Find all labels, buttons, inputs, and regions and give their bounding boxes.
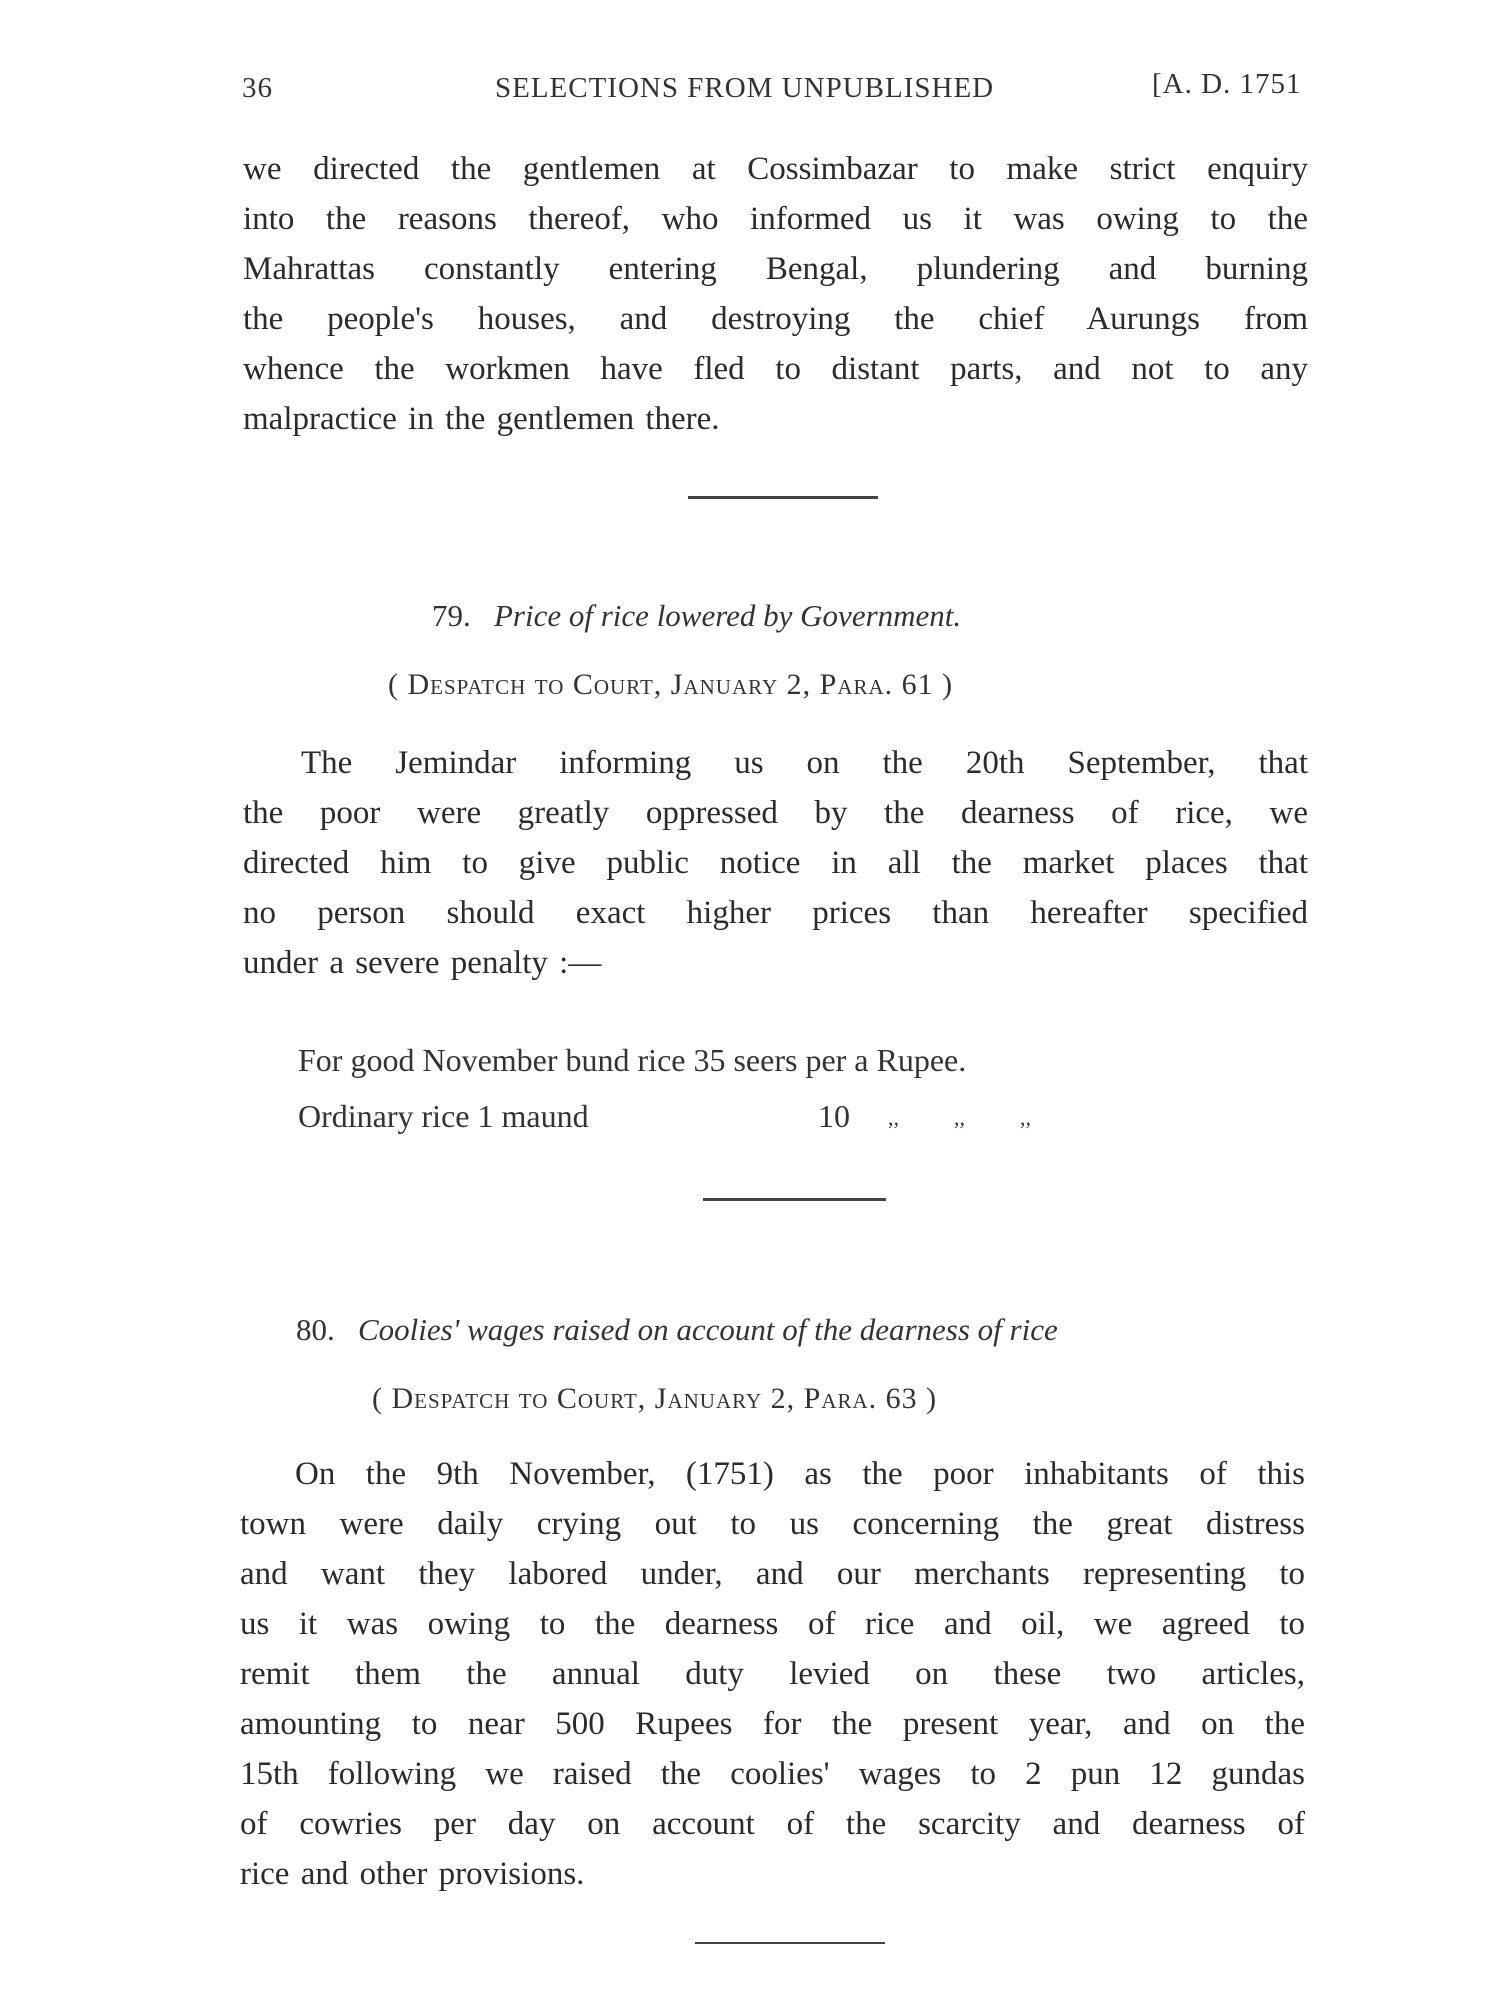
text-line: into the reasons thereof, who informed us it was owing to the — [243, 201, 1308, 237]
text-line: remit them the annual duty levied on these two articles, — [240, 1656, 1305, 1692]
page-number: 36 — [242, 72, 273, 104]
section-79-title — [432, 598, 961, 634]
text-line: and want they labored under, and our merchants representing to — [240, 1556, 1305, 1592]
text-line: 15th following we raised the coolies' wages to 2 pun 12 gundas — [240, 1756, 1305, 1792]
text-line: rice and other provisions. — [240, 1856, 585, 1892]
text-line: whence the workmen have fled to distant parts, and not to any — [243, 351, 1308, 387]
text-line: us it was owing to the dearness of rice and oil, we agreed to — [240, 1606, 1305, 1642]
section-79-paragraph — [243, 738, 1308, 988]
price-row — [298, 1042, 966, 1079]
text-line: Mahrattas constantly entering Bengal, plundering and burning — [243, 251, 1308, 287]
text-line: we directed the gentlemen at Cossimbazar to make strict enquiry — [243, 151, 1308, 187]
intro-paragraph — [243, 144, 1308, 444]
text-line: The Jemindar informing us on the 20th September, that — [301, 745, 1308, 781]
section-80-source: ( Despatch to Court, January 2, Para. 63 ) — [372, 1382, 938, 1415]
running-title: SELECTIONS FROM UNPUBLISHED — [495, 72, 995, 104]
text-line: the poor were greatly oppressed by the dearness of rice, we — [243, 795, 1308, 831]
text-line: under a severe penalty :— — [243, 945, 602, 981]
year-reference: [A. D. 1751 — [1152, 68, 1302, 100]
section-divider — [688, 496, 878, 499]
section-divider — [703, 1198, 886, 1201]
section-divider — [695, 1942, 885, 1944]
section-heading: Price of rice lowered by Government. — [494, 598, 962, 633]
price-item: For good November bund rice 35 seers per a Rupee. — [298, 1042, 967, 1078]
section-79-source: ( Despatch to Court, January 2, Para. 61 ) — [388, 668, 954, 701]
ditto-marks: ,, ,, ,, — [888, 1105, 1031, 1130]
section-number: 80. — [296, 1312, 335, 1347]
price-quantity: 10 — [818, 1098, 850, 1134]
section-80-paragraph — [240, 1449, 1305, 1899]
text-line: of cowries per day on account of the scarcity and dearness of — [240, 1806, 1305, 1842]
section-heading: Coolies' wages raised on account of the dearness of rice — [358, 1312, 1058, 1347]
text-line: amounting to near 500 Rupees for the present year, and on the — [240, 1706, 1305, 1742]
text-line: directed him to give public notice in all the market places that — [243, 845, 1308, 881]
section-number: 79. — [432, 598, 471, 633]
text-line: malpractice in the gentlemen there. — [243, 401, 720, 437]
text-line: town were daily crying out to us concerning the great distress — [240, 1506, 1305, 1542]
text-line: no person should exact higher prices than hereafter specified — [243, 895, 1308, 931]
price-item: Ordinary rice 1 maund — [298, 1098, 589, 1134]
text-line: On the 9th November, (1751) as the poor inhabitants of this — [295, 1456, 1305, 1492]
section-80-title — [296, 1312, 1058, 1348]
price-row — [298, 1098, 589, 1135]
text-line: the people's houses, and destroying the chief Aurungs from — [243, 301, 1308, 337]
